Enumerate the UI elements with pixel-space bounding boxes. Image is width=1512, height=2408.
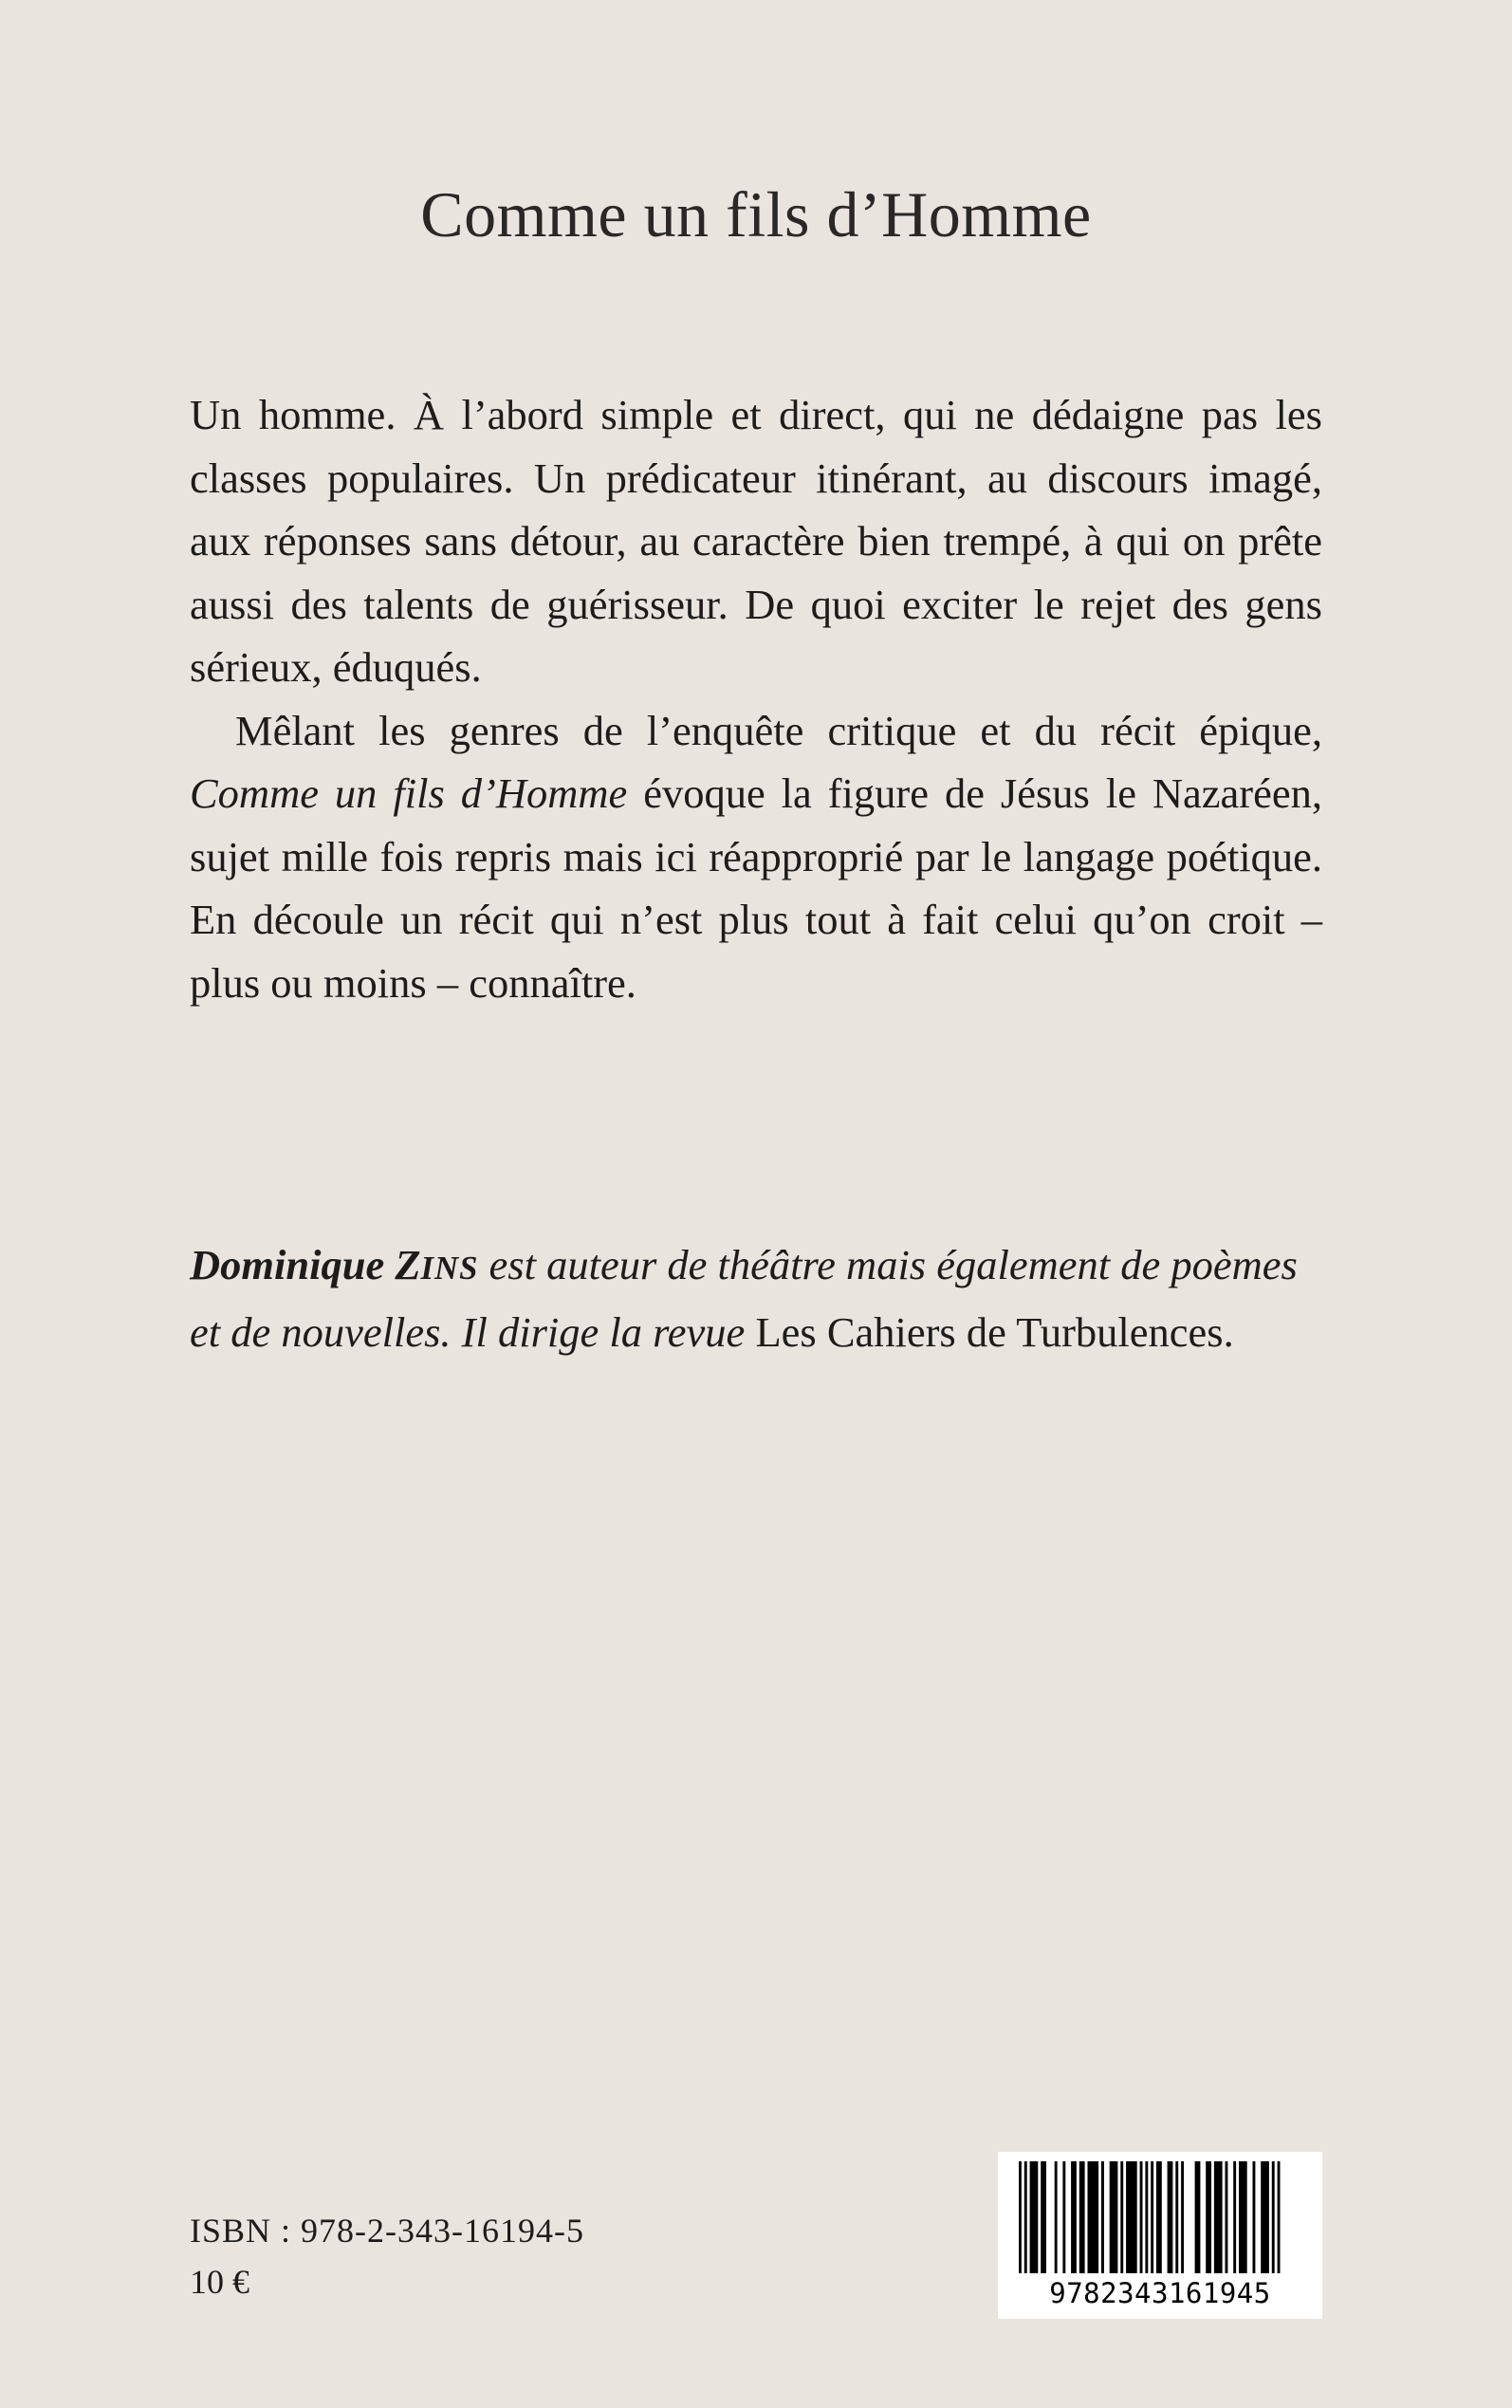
barcode-bar [1175, 2161, 1178, 2273]
price: 10 € [190, 2263, 249, 2301]
blurb-paragraph-1: Un homme. À l’abord simple et direct, qui ne dédaigne pas les classes populaires. Un prédicateur itinérant, au discours imagé, aux réponses sans détour, au caractère bien trempé, à qui on prête aussi des talents de guérisseur. De quoi exciter le rejet des gens sérieux, éduqués. [190, 391, 1322, 691]
barcode-bar [1140, 2161, 1143, 2273]
barcode [998, 2152, 1322, 2319]
barcode-bar [1206, 2161, 1211, 2273]
barcode-bar [1278, 2161, 1281, 2273]
barcode-bar [1156, 2161, 1162, 2273]
barcode-bar [1214, 2161, 1223, 2273]
revue-name: Les Cahiers de Turbulences [755, 1307, 1224, 1356]
barcode-bar [1181, 2161, 1184, 2273]
barcode-bar [1055, 2161, 1058, 2273]
barcode-bar [1226, 2161, 1228, 2273]
barcode-bar [1272, 2161, 1275, 2273]
barcode-bar [1110, 2161, 1118, 2273]
barcode-bar [1101, 2161, 1104, 2273]
barcode-bar [1041, 2161, 1046, 2273]
barcode-bar [1195, 2161, 1201, 2273]
blurb-paragraph-2-lead: Mêlant les genres de l’enquête critique et du récit épique, [235, 706, 1322, 754]
blurb-paragraph-2 [190, 699, 1322, 1015]
barcode-bar [1239, 2161, 1247, 2273]
barcode-bar [1151, 2161, 1153, 2273]
barcode-bar [1071, 2161, 1077, 2273]
barcode-bar [1024, 2161, 1027, 2273]
barcode-bar [1261, 2161, 1269, 2273]
barcode-bar [1168, 2161, 1173, 2273]
bio-text-1: est auteur de théâtre mais également de poèmes et de nouvelles. Il dirige la revue [190, 1241, 1298, 1356]
blurb-title-reference: Comme un fils d’Homme [190, 769, 628, 817]
back-cover-blurb [190, 383, 1322, 1014]
author-name [190, 1241, 478, 1288]
barcode-bar [1088, 2161, 1099, 2273]
barcode-bar [1019, 2161, 1022, 2273]
barcode-bar [1062, 2161, 1065, 2273]
blurb-paragraph-2-rest: évoque la figure de Jésus le Nazaréen, sujet mille fois repris mais ici réapproprié par le langage poétique. En découle un récit qui n’est plus tout à fait celui qu’on croit – plus ou moins – connaître. [190, 769, 1322, 1007]
book-title: Comme un fils d’Homme [420, 178, 1092, 250]
author-last-initial: Z [395, 1241, 421, 1288]
barcode-bar [1120, 2161, 1123, 2273]
barcode-bar [1126, 2161, 1137, 2273]
isbn: ISBN : 978-2-343-16194-5 [190, 2212, 584, 2250]
barcode-bar [1030, 2161, 1039, 2273]
barcode-bar [1145, 2161, 1148, 2273]
barcode-bar [1253, 2161, 1256, 2273]
author-last-name-smallcaps: INS [420, 1250, 479, 1287]
author-bio [190, 1233, 1322, 1363]
barcode-digits: 9782343161945 [1049, 2277, 1271, 2309]
barcode-bar [1079, 2161, 1085, 2273]
bio-text-2: . [1223, 1307, 1234, 1356]
author-first-name: Dominique [190, 1241, 396, 1288]
barcode-bar [1233, 2161, 1236, 2273]
